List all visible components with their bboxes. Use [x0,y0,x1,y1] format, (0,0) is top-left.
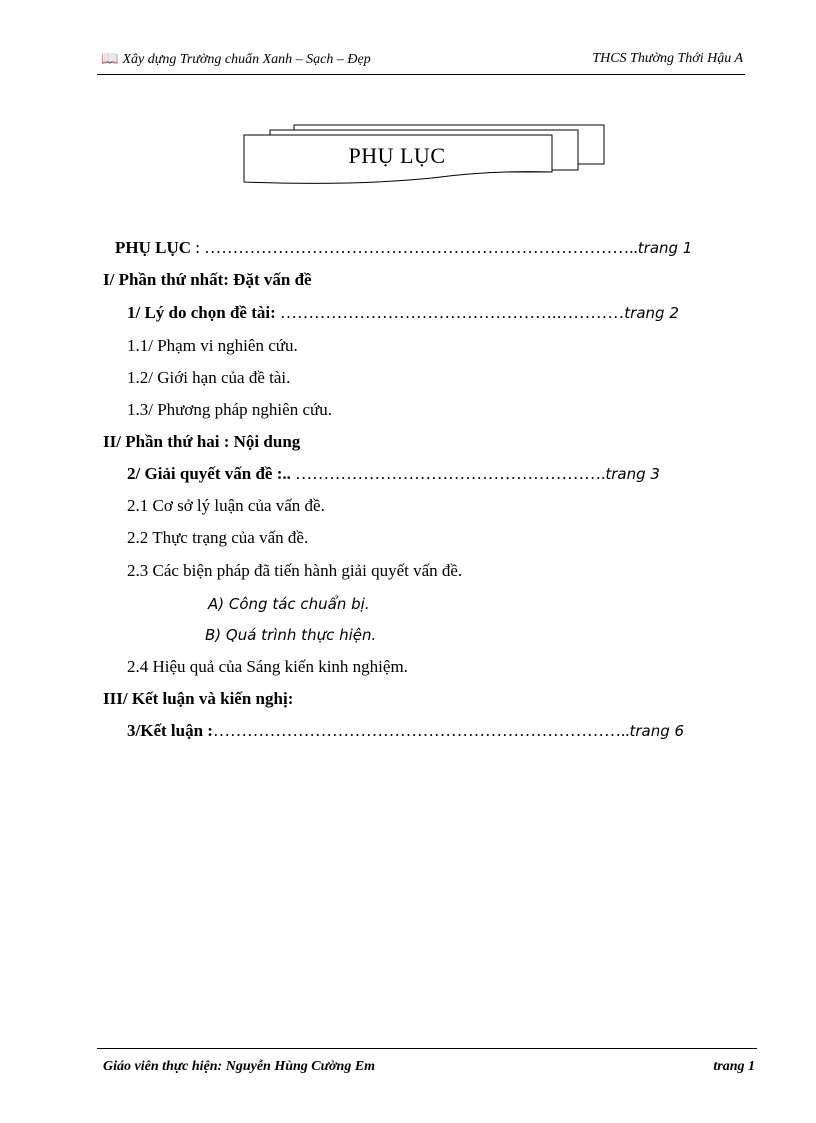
toc-part-1: I/ Phần thứ nhất: Đặt vấn đề [103,270,312,289]
toc-entry-2-3-a: A) Công tác chuẩn bị. [208,595,370,613]
toc-entry-phuluc: PHỤ LỤC : …………………………………………………………………..trang 1 [115,238,693,257]
toc-entry-2-3-b: B) Quá trình thực hiện. [205,626,377,644]
toc-entry-2: 2/ Giải quyết vấn đề :.. ……………………………………………….trang 3 [127,464,660,483]
toc-entry-1: 1/ Lý do chọn đề tài: ………………………………………….…………trang 2 [127,303,679,322]
footer-page-number: trang 1 [713,1059,755,1074]
header-left-text: Xây dựng Trường chuẩn Xanh – Sạch – Đẹp [122,52,371,67]
page-number: trang 3 [605,465,660,483]
toc-entry-1-3: 1.3/ Phương pháp nghiên cứu. [127,400,332,419]
toc-part-3: III/ Kết luận và kiến nghị: [103,689,294,708]
toc-entry-1-1: 1.1/ Phạm vi nghiên cứu. [127,336,298,355]
page-number: trang 6 [629,722,685,740]
book-icon: 📖 [101,52,119,67]
toc-entry-2-3: 2.3 Các biện pháp đã tiến hành giải quyết vấn đề. [127,561,463,580]
page-number: trang 2 [624,304,679,322]
toc-entry-1-2: 1.2/ Giới hạn của đề tài. [127,368,291,387]
header-left [101,51,371,68]
toc-entry-2-2: 2.2 Thực trạng của vấn đề. [127,528,309,547]
page-number: trang 1 [637,239,693,257]
page-header [97,48,745,75]
toc-entry-2-4: 2.4 Hiệu quả của Sáng kiến kinh nghiệm. [127,657,408,676]
toc-entry-2-1: 2.1 Cơ sở lý luận của vấn đề. [127,496,325,515]
banner-title: PHỤ LỤC [348,143,446,168]
footer-author: Giáo viên thực hiện: Nguyễn Hùng Cường Em [103,1059,376,1074]
header-right: THCS Thường Thới Hậu A [592,51,743,66]
toc-entry-3: 3/Kết luận :………………………………………………………………..trang 6 [127,721,685,740]
page-footer [97,1048,757,1074]
toc-part-2: II/ Phần thứ hai : Nội dung [103,432,301,451]
